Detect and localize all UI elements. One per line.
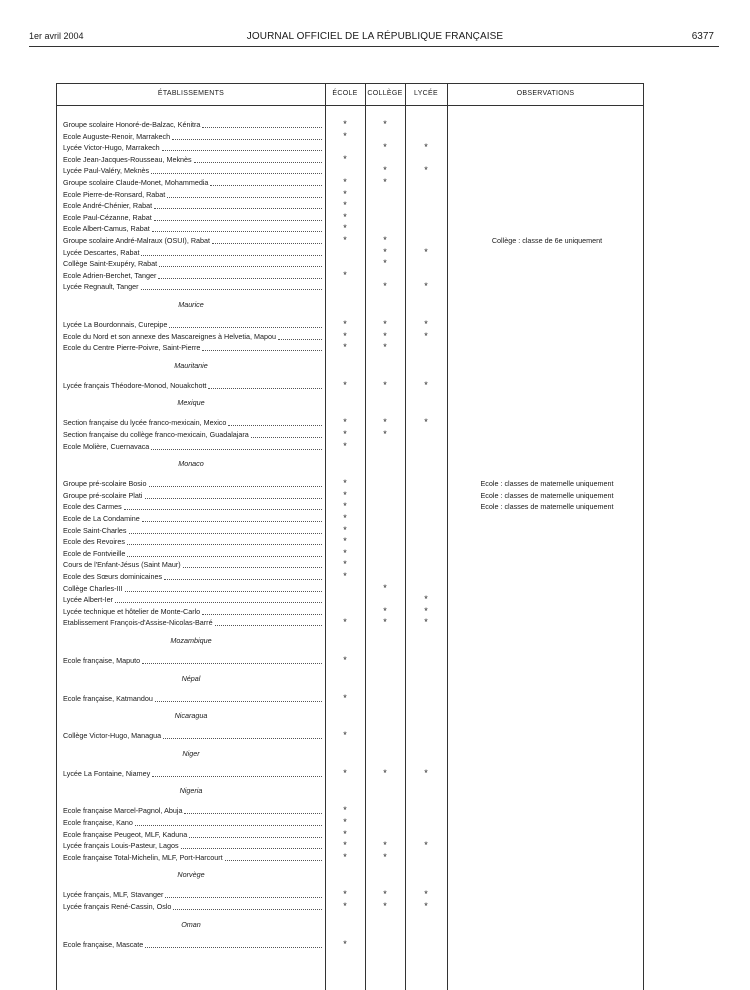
mark-college: * [383, 582, 387, 593]
establishment-name-cell [63, 889, 322, 900]
country-heading: Oman [181, 919, 201, 929]
table-row [57, 939, 643, 950]
establishment-name-cell [63, 501, 322, 512]
country-heading: Nigeria [179, 786, 203, 796]
establishment-name: Lycée Albert-Ier [63, 595, 114, 605]
col-header-college: COLLÈGE [367, 90, 403, 97]
establishment-name: Lycée Paul-Valéry, Meknès [63, 166, 150, 176]
establishment-name-cell [63, 655, 322, 666]
establishment-name: Ecole française, Maputo [63, 656, 141, 665]
table-row [57, 817, 643, 828]
establishment-name-cell [63, 119, 322, 130]
leader-dots [151, 441, 322, 450]
journal-title: JOURNAL OFFICIEL DE LA RÉPUBLIQUE FRANÇAISE [246, 31, 504, 42]
establishment-name: Ecole Auguste-Renoir, Marrakech [63, 131, 171, 141]
leader-dots [208, 380, 322, 389]
establishment-name: Lycée La Bourdonnais, Curepipe [63, 320, 168, 329]
mark-ecole: * [343, 319, 347, 329]
mark-ecole: * [343, 524, 347, 535]
leader-dots [142, 655, 322, 664]
table-row [57, 235, 643, 246]
mark-ecole: * [343, 767, 347, 778]
establishment-name: Ecole Pierre-de-Ronsard, Rabat [63, 189, 166, 199]
establishment-name-cell [63, 342, 322, 353]
mark-ecole: * [343, 805, 347, 816]
leader-dots [125, 583, 322, 592]
establishment-name: Ecole française Peugeot, MLF, Kaduna [63, 829, 188, 839]
leader-dots [278, 331, 322, 340]
leader-dots [184, 805, 322, 814]
establishment-name-cell [63, 852, 322, 863]
mark-ecole: * [343, 478, 347, 489]
establishment-name-cell [63, 571, 322, 582]
mark-ecole: * [343, 177, 347, 187]
establishment-name-cell [63, 417, 322, 428]
observation-note: Ecole : classes de maternelle uniquement [480, 502, 614, 512]
mark-ecole: * [343, 692, 347, 703]
mark-ecole: * [343, 571, 347, 581]
leader-dots [183, 559, 322, 568]
mark-lycee: * [424, 330, 428, 341]
establishment-name: Ecole française, Katmandou [63, 693, 153, 703]
establishment-name: Lycée français Théodore-Monod, Nouakchott [63, 380, 207, 390]
leader-dots [194, 154, 322, 163]
mark-ecole: * [343, 330, 347, 341]
establishment-name-cell [63, 817, 322, 828]
mark-college: * [383, 235, 387, 245]
leader-dots [141, 281, 322, 290]
table-row [57, 501, 643, 512]
col-header-observations: OBSERVATIONS [516, 90, 575, 97]
table-row [57, 165, 643, 176]
establishment-name-cell [63, 730, 322, 741]
country-heading: Norvège [177, 870, 205, 880]
observation-note: Ecole : classes de maternelle uniquement [480, 479, 614, 489]
table-row [57, 142, 643, 153]
establishment-name: Ecole Albert-Camus, Rabat [63, 224, 150, 234]
establishment-name: Ecole française, Kano [63, 818, 133, 827]
mark-college: * [383, 901, 387, 911]
leader-dots [225, 852, 322, 861]
mark-college: * [383, 119, 387, 129]
mark-college: * [383, 281, 387, 292]
table-row [57, 513, 643, 524]
establishment-name: Lycée La Fontaine, Niamey [63, 768, 151, 778]
mark-ecole: * [343, 828, 347, 839]
leader-dots [162, 142, 322, 151]
leader-dots [228, 417, 322, 426]
leader-dots [152, 223, 322, 232]
mark-college: * [383, 379, 387, 390]
establishment-name: Ecole des Revoires [63, 537, 125, 547]
table-row [57, 331, 643, 342]
leader-dots [251, 429, 322, 438]
establishment-name: Lycée Regnault, Tanger [63, 282, 139, 292]
table-row [57, 119, 643, 130]
mark-college: * [383, 851, 387, 862]
establishment-name-cell [63, 200, 322, 211]
mark-ecole: * [343, 130, 347, 141]
mark-ecole: * [343, 153, 347, 164]
mark-lycee: * [424, 767, 428, 778]
establishment-name: Groupe scolaire André-Malraux (OSUI), Rabat [63, 236, 211, 245]
establishment-name: Groupe pré-scolaire Bosio [63, 479, 147, 489]
establishment-name-cell [63, 212, 322, 223]
table-row [57, 177, 643, 188]
table-row [57, 319, 643, 330]
table-row [57, 478, 643, 489]
establishment-name-cell [63, 258, 322, 269]
table-row [57, 200, 643, 211]
establishment-name-cell [63, 131, 322, 142]
table-row [57, 583, 643, 594]
table-row [57, 154, 643, 165]
mark-ecole: * [343, 851, 347, 862]
establishment-name-cell [63, 617, 322, 628]
leader-dots [141, 247, 322, 256]
country-heading: Népal [181, 673, 201, 683]
establishment-name-cell [63, 606, 322, 617]
leader-dots [202, 342, 322, 351]
establishment-name-cell [63, 536, 322, 547]
table-row [57, 655, 643, 666]
mark-ecole: * [343, 223, 347, 234]
establishment-name-cell [63, 513, 322, 524]
mark-college: * [383, 889, 387, 900]
leader-dots [127, 536, 322, 545]
country-heading: Mauritanie [174, 360, 208, 370]
leader-dots [155, 693, 322, 702]
mark-ecole: * [343, 417, 347, 428]
leader-dots [164, 571, 322, 580]
header-date: 1er avril 2004 [29, 31, 84, 41]
establishment-name-cell [63, 429, 322, 440]
establishment-name-cell [63, 525, 322, 536]
mark-ecole: * [343, 889, 347, 900]
mark-college: * [383, 319, 387, 329]
mark-ecole: * [343, 235, 347, 245]
table-row [57, 852, 643, 863]
establishment-name-cell [63, 829, 322, 840]
table-row [57, 829, 643, 840]
establishment-name: Ecole Molière, Cuernavaca [63, 441, 150, 451]
mark-ecole: * [343, 188, 347, 199]
table-row [57, 212, 643, 223]
header-rule [29, 46, 719, 47]
leader-dots [159, 258, 322, 267]
table-row [57, 417, 643, 428]
establishment-name: Groupe pré-scolaire Plati [63, 490, 143, 500]
establishment-name-cell [63, 594, 322, 605]
mark-lycee: * [424, 281, 428, 292]
leader-dots [149, 478, 323, 487]
mark-college: * [383, 429, 387, 439]
establishment-name: Ecole André-Chénier, Rabat [63, 201, 153, 211]
leader-dots [127, 548, 322, 557]
establishment-name: Section française du collège franco-mexicain, Guadalajara [63, 430, 249, 439]
establishment-name-cell [63, 189, 322, 200]
establishment-name-cell [63, 331, 322, 342]
mark-ecole: * [343, 547, 347, 558]
mark-lycee: * [424, 379, 428, 390]
mark-ecole: * [343, 840, 347, 851]
mark-ecole: * [343, 440, 347, 451]
table-row [57, 730, 643, 741]
establishment-name: Ecole des Carmes [63, 502, 122, 512]
country-heading: Monaco [178, 459, 204, 469]
mark-lycee: * [424, 319, 428, 329]
mark-ecole: * [343, 200, 347, 211]
country-heading: Mozambique [170, 636, 212, 645]
table-row [57, 768, 643, 779]
table-row [57, 131, 643, 142]
establishment-name-cell [63, 142, 322, 153]
establishment-name: Lycée technique et hôtelier de Monte-Carlo [63, 606, 201, 616]
establishment-name: Ecole française Marcel-Pagnol, Abuja [63, 806, 183, 816]
establishment-name-cell [63, 901, 322, 912]
col-header-lycee: LYCÉE [414, 90, 438, 97]
establishment-name: Collège Charles-III [63, 583, 123, 593]
leader-dots [142, 513, 322, 522]
table-row [57, 270, 643, 281]
establishment-name-cell [63, 583, 322, 594]
establishment-name: Lycée français Louis-Pasteur, Lagos [63, 841, 179, 851]
leader-dots [212, 235, 322, 244]
establishment-name-cell [63, 223, 322, 234]
mark-ecole: * [343, 655, 347, 665]
mark-ecole: * [343, 817, 347, 827]
establishment-name: Lycée français René-Cassin, Oslo [63, 902, 172, 911]
mark-lycee: * [424, 605, 428, 616]
mark-college: * [383, 417, 387, 428]
establishment-name-cell [63, 281, 322, 292]
table-row [57, 281, 643, 292]
country-heading: Nicaragua [174, 711, 208, 721]
table-row [57, 606, 643, 617]
table-row [57, 889, 643, 900]
establishment-name-cell [63, 939, 322, 950]
table-row [57, 559, 643, 570]
mark-lycee: * [424, 617, 428, 628]
establishment-name: Lycée Victor-Hugo, Marrakech [63, 143, 160, 153]
establishment-name-cell [63, 768, 322, 779]
table-row [57, 429, 643, 440]
mark-college: * [383, 605, 387, 616]
page-number: 6377 [691, 31, 714, 42]
table-row [57, 617, 643, 628]
leader-dots [169, 319, 322, 328]
establishment-name: Groupe scolaire Claude-Monet, Mohammedia [63, 178, 209, 187]
leader-dots [202, 606, 322, 615]
mark-ecole: * [343, 269, 347, 280]
mark-college: * [383, 342, 387, 353]
leader-dots [189, 829, 322, 838]
header-row-rule [57, 105, 643, 106]
leader-dots [152, 768, 322, 777]
table-row [57, 189, 643, 200]
establishment-name: Collège Victor-Hugo, Managua [63, 731, 162, 741]
mark-lycee: * [424, 417, 428, 428]
leader-dots [158, 270, 322, 279]
mark-college: * [383, 142, 387, 153]
observation-note: Collège : classe de 6e uniquement [491, 236, 603, 245]
establishment-name-cell [63, 154, 322, 165]
establishment-name-cell [63, 840, 322, 851]
mark-ecole: * [343, 559, 347, 570]
establishment-name: Ecole Paul-Cézanne, Rabat [63, 212, 152, 222]
mark-ecole: * [343, 617, 347, 628]
establishment-name-cell [63, 441, 322, 452]
table-row [57, 548, 643, 559]
leader-dots [151, 165, 322, 174]
table-row [57, 525, 643, 536]
mark-lycee: * [424, 165, 428, 176]
leader-dots [163, 730, 322, 739]
table-row [57, 840, 643, 851]
table-row [57, 536, 643, 547]
leader-dots [154, 200, 322, 209]
observation-note: Ecole : classes de maternelle uniquement [480, 490, 614, 500]
mark-college: * [383, 258, 387, 269]
establishment-name-cell [63, 478, 322, 489]
mark-college: * [383, 165, 387, 176]
mark-college: * [383, 767, 387, 778]
mark-lycee: * [424, 142, 428, 153]
table-row [57, 693, 643, 704]
table-row [57, 490, 643, 501]
mark-ecole: * [343, 513, 347, 523]
table-row [57, 571, 643, 582]
country-heading: Mexique [177, 398, 205, 408]
establishment-name-cell [63, 270, 322, 281]
table-row [57, 247, 643, 258]
establishment-name: Collège Saint-Exupéry, Rabat [63, 259, 158, 269]
leader-dots [210, 177, 322, 186]
mark-ecole: * [343, 536, 347, 547]
leader-dots [172, 131, 322, 140]
establishment-name: Lycée français, MLF, Stavanger [63, 890, 164, 900]
mark-college: * [383, 246, 387, 257]
leader-dots [173, 901, 322, 910]
leader-dots [167, 189, 322, 198]
establishment-name-cell [63, 247, 322, 258]
establishment-name-cell [63, 319, 322, 330]
establishment-name: Lycée Descartes, Rabat [63, 247, 140, 257]
establishment-name: Ecole des Sœurs dominicaines [63, 572, 163, 581]
establishment-name-cell [63, 548, 322, 559]
establishment-name: Ecole Adrien-Berchet, Tanger [63, 270, 157, 280]
table-row [57, 441, 643, 452]
establishment-name-cell [63, 235, 322, 246]
mark-ecole: * [343, 379, 347, 390]
establishment-name-cell [63, 380, 322, 391]
establishment-name: Ecole Saint-Charles [63, 525, 127, 535]
establishment-name: Ecole française Total-Michelin, MLF, Port-Harcourt [63, 852, 223, 862]
leader-dots [202, 119, 322, 128]
mark-ecole: * [343, 119, 347, 129]
table-row [57, 258, 643, 269]
establishment-name: Ecole Jean-Jacques-Rousseau, Meknès [63, 154, 192, 164]
mark-ecole: * [343, 429, 347, 439]
mark-ecole: * [343, 730, 347, 741]
mark-ecole: * [343, 501, 347, 512]
mark-college: * [383, 177, 387, 187]
mark-lycee: * [424, 901, 428, 911]
mark-college: * [383, 840, 387, 851]
establishment-name: Ecole du Nord et son annexe des Mascareignes à Helvetia, Mapou [63, 331, 276, 341]
mark-ecole: * [343, 938, 347, 949]
table-row [57, 380, 643, 391]
col-header-ecole: ÉCOLE [332, 90, 358, 97]
leader-dots [154, 212, 322, 221]
establishment-name-cell [63, 693, 322, 704]
leader-dots [135, 817, 322, 826]
table-row [57, 901, 643, 912]
col-header-etablissements: ÉTABLISSEMENTS [157, 90, 225, 97]
leader-dots [145, 490, 323, 499]
leader-dots [215, 617, 322, 626]
establishment-name: Groupe scolaire Honoré-de-Balzac, Kénitra [63, 120, 201, 129]
mark-lycee: * [424, 594, 428, 605]
establishment-name: Cours de l'Enfant-Jésus (Saint Maur) [63, 560, 181, 570]
table-row [57, 342, 643, 353]
establishment-name: Etablissement François-d'Assise-Nicolas-Barré [63, 618, 213, 628]
leader-dots [181, 840, 322, 849]
country-heading: Maurice [178, 300, 204, 309]
establishment-name-cell [63, 177, 322, 188]
mark-ecole: * [343, 342, 347, 353]
table-row [57, 223, 643, 234]
establishment-name: Ecole de La Condamine [63, 514, 140, 523]
mark-lycee: * [424, 840, 428, 851]
mark-lycee: * [424, 246, 428, 257]
mark-ecole: * [343, 489, 347, 500]
country-heading: Niger [182, 748, 200, 758]
mark-ecole: * [343, 901, 347, 911]
leader-dots [129, 525, 322, 534]
establishment-name-cell [63, 490, 322, 501]
establishment-name-cell [63, 559, 322, 570]
mark-ecole: * [343, 211, 347, 222]
establishment-name: Section française du lycée franco-mexicain, Mexico [63, 418, 227, 428]
establishment-name: Ecole française, Mascate [63, 939, 144, 949]
establishment-name-cell [63, 165, 322, 176]
establishment-name-cell [63, 805, 322, 816]
establishment-name: Ecole du Centre Pierre-Poivre, Saint-Pierre [63, 343, 201, 353]
mark-lycee: * [424, 889, 428, 900]
leader-dots [165, 889, 322, 898]
leader-dots [145, 939, 322, 948]
mark-college: * [383, 330, 387, 341]
establishment-name: Ecole de Fontvieille [63, 548, 126, 558]
table-row [57, 594, 643, 605]
leader-dots [115, 594, 322, 603]
mark-college: * [383, 617, 387, 628]
table-row [57, 805, 643, 816]
leader-dots [124, 501, 322, 510]
establishments-table [56, 83, 644, 990]
